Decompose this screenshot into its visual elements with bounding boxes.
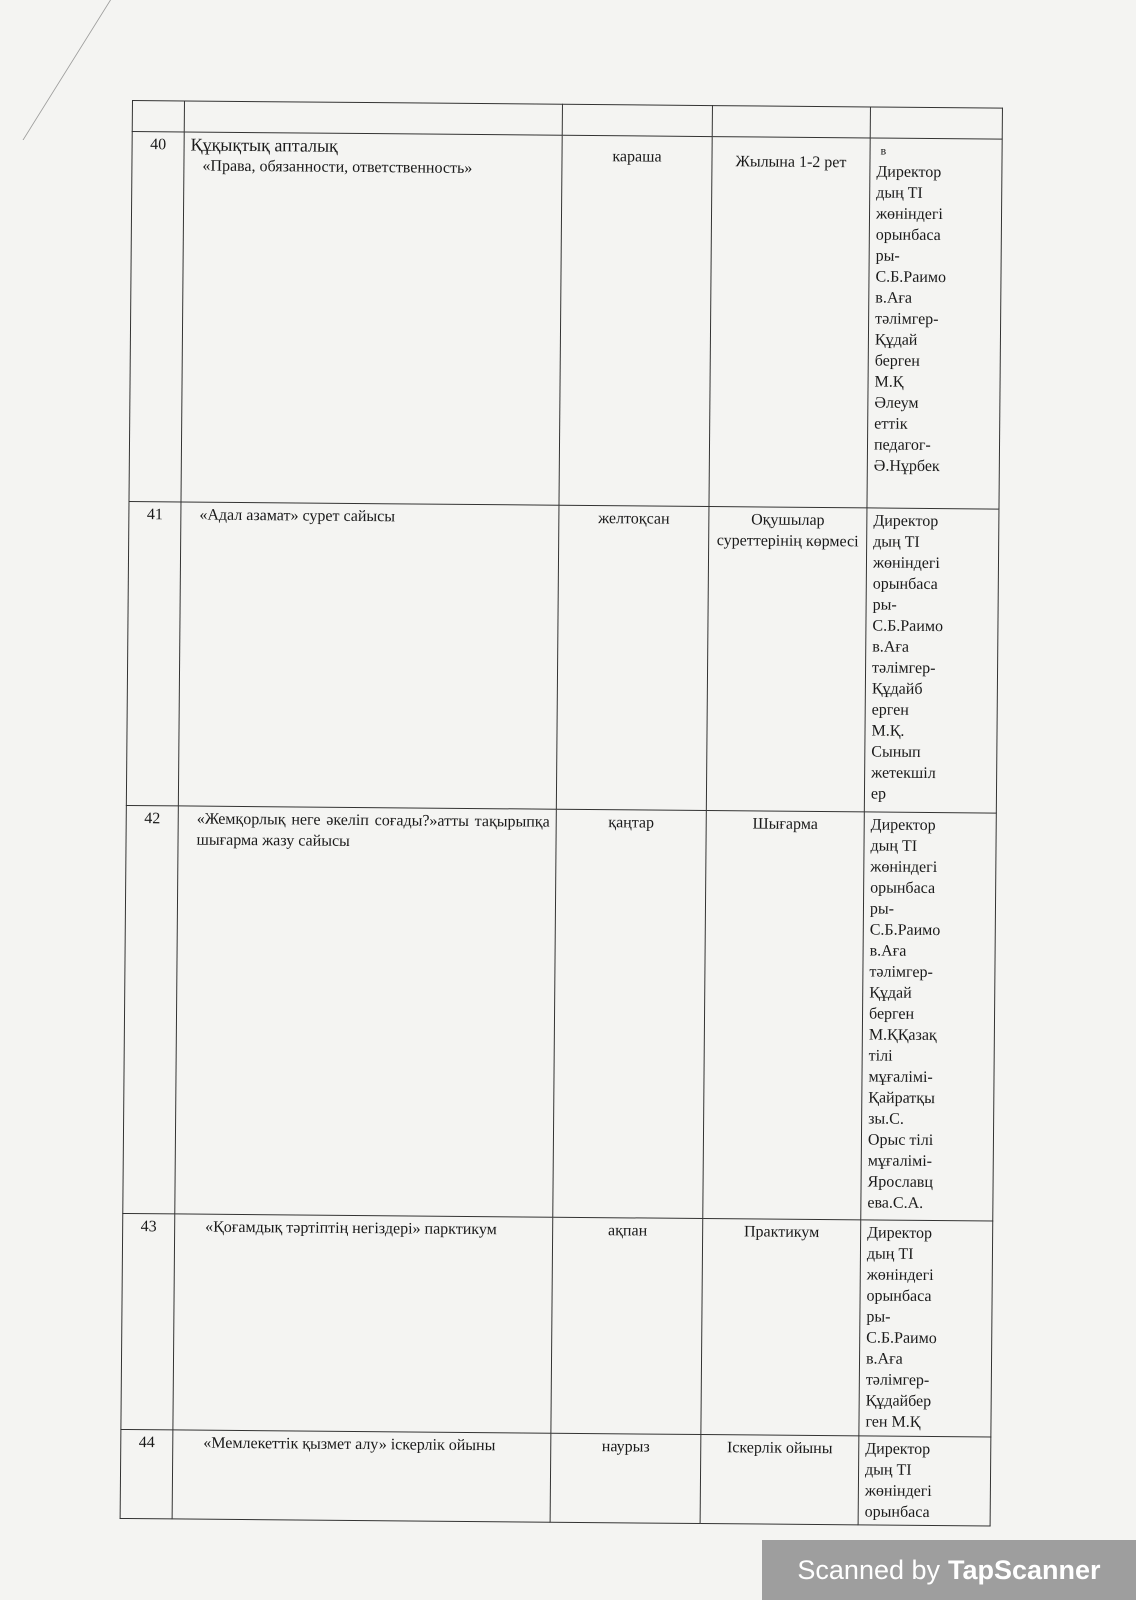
event-name-cell [172,1430,551,1522]
responsible-line: Директор [867,1224,933,1243]
responsible-line: жөніндегі [866,1266,934,1285]
responsible-line: мұғалімі- [867,1152,933,1171]
event-name-cell [173,1214,553,1433]
event-form: Жылына 1-2 рет [709,137,870,508]
responsible-line: дың ТІ [873,533,920,551]
header-cell [562,104,712,136]
responsible-line: орынбаса [866,1287,932,1306]
responsible-line: Қайратқы [868,1089,935,1108]
event-title: Құқықтық апталық [190,134,338,156]
responsible-line: в.Аға [865,1350,903,1368]
event-month: наурыз [550,1433,701,1523]
event-month: қаңтар [553,809,707,1218]
event-name-cell [181,132,562,505]
responsible-line: ры- [866,1308,891,1326]
responsible-line: жетекшіл [871,764,936,783]
event-name-cell [178,502,559,809]
header-cell [712,106,870,138]
responsible-line: С.Б.Раимо [872,617,944,636]
scanner-watermark [762,1540,1136,1600]
event-title: «Мемлекеттік қызмет алу» іскерлік ойыны [203,1434,496,1455]
header-cell [184,101,562,135]
row-number: 43 [121,1213,175,1429]
event-title: «Қоғамдық тәртіптің негіздері» парктикум [205,1218,497,1239]
responsible-line: Орыс тілі [867,1131,934,1150]
event-form: Іскерлік ойыны [700,1435,859,1525]
responsible-line: в [880,143,887,158]
responsible-line: ры- [875,247,900,265]
event-month: желтоқсан [556,505,709,810]
page-corner-fold [0,0,111,140]
responsible-line: С.Б.Раимо [869,921,941,940]
responsible-line: Құдай [869,984,912,1002]
responsible-line: Құдай [874,331,918,349]
responsible-line: дың ТІ [876,184,923,202]
responsible-line: Құдайбер [865,1392,932,1411]
responsible-line: орынбаса [864,1503,930,1522]
responsible-line: Ярославц [867,1173,934,1192]
event-title: «Жемқорлық неге әкеліп соғады?»атты тақырыпқа шығарма жазу сайысы [196,810,550,850]
responsible-cell [861,812,997,1221]
responsible-line: тәлімгер- [865,1371,930,1390]
responsible-line: ерген [871,701,909,719]
responsible-line: Директор [870,816,936,835]
responsible-line: Директор [873,512,939,531]
responsible-line: педагог- [873,436,931,454]
responsible-line: дың ТІ [866,1245,914,1263]
table-row [126,501,999,813]
event-subtitle: «Права, обязанности, ответственность» [202,157,473,177]
header-cell [132,101,184,132]
responsible-line: Директор [865,1440,931,1459]
responsible-cell [864,508,999,813]
responsible-line: дың ТІ [864,1461,912,1479]
responsible-line: орынбаса [870,879,936,898]
responsible-line: Директор [876,163,942,182]
responsible-line: берген [868,1005,915,1023]
responsible-line: орынбаса [875,226,941,245]
row-number: 41 [126,501,181,805]
event-month: караша [559,135,712,506]
event-title: «Адал азамат» сурет сайысы [199,506,396,526]
row-number: 42 [123,805,179,1213]
responsible-line: в.Аға [872,638,910,656]
responsible-cell [859,1220,993,1437]
watermark-brand: TapScanner [948,1554,1101,1585]
responsible-line: М.Қ [874,373,904,391]
responsible-line: М.Қ. [871,722,905,740]
responsible-line: ры- [869,900,895,918]
responsible-line: мұғалімі- [868,1068,933,1087]
responsible-line: дың ТІ [870,837,918,855]
responsible-line: зы.С. [868,1110,904,1128]
responsible-line: Әлеум [874,394,919,412]
table-row [121,1213,993,1437]
responsible-line: жөніндегі [870,858,938,877]
responsible-line: в.Аға [875,289,913,307]
responsible-line: ер [870,785,887,803]
row-number: 44 [120,1429,173,1518]
header-cell [870,107,1002,139]
responsible-line: Сынып [871,743,921,761]
watermark-prefix: Scanned by [797,1554,941,1585]
responsible-line: Ә.Нұрбек [873,457,940,476]
responsible-line: в.Аға [869,942,907,960]
event-plan-table [120,100,1003,1527]
responsible-line: тәлімгер- [871,659,936,678]
responsible-line: жөніндегі [872,554,940,573]
responsible-line: С.Б.Раимо [875,268,947,287]
table-row [123,805,997,1221]
responsible-line: М.ҚҚазақ [868,1026,937,1045]
responsible-line: тәлімгер- [875,310,939,329]
event-name-cell [175,806,557,1217]
event-form: Шығарма [703,811,865,1220]
responsible-line: берген [874,352,920,370]
responsible-line: ген М.Қ [865,1413,921,1431]
responsible-cell [867,138,1002,509]
responsible-line: ры- [872,596,897,614]
table-row [120,1429,991,1526]
row-number: 40 [129,132,184,502]
table-row [129,132,1002,510]
responsible-line: ева.С.А. [867,1194,924,1212]
event-month: ақпан [551,1217,703,1434]
event-form: Практикум [701,1219,861,1436]
responsible-line: жөніндегі [864,1482,932,1501]
responsible-line: еттік [874,415,908,433]
event-form: Оқушылар суреттерінің көрмесі [706,507,867,812]
responsible-line: С.Б.Раимо [866,1329,937,1348]
responsible-cell [858,1436,991,1526]
responsible-line: тілі [868,1047,893,1065]
responsible-line: Құдайб [871,680,923,698]
responsible-line: орынбаса [872,575,938,594]
responsible-line: жөніндегі [875,205,943,224]
responsible-line: тәлімгер- [869,963,933,982]
